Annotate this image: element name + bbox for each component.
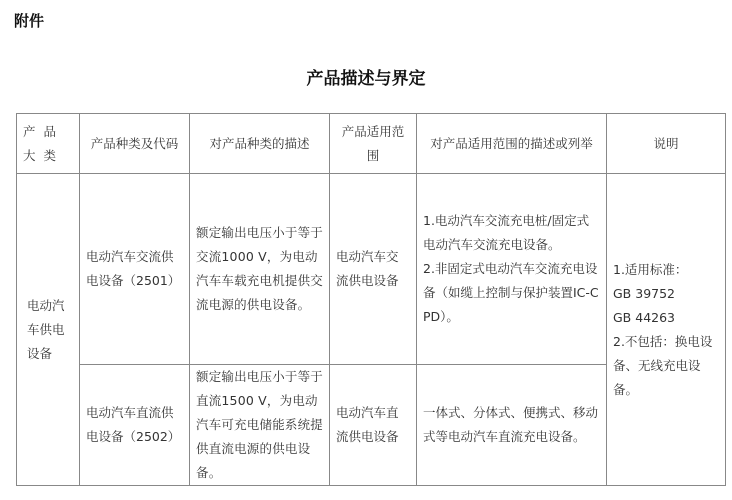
notes-line: 2.不包括：换电设备、无线充电设备。 <box>613 333 713 397</box>
column-header-type-description: 对产品种类的描述 <box>190 114 330 174</box>
type-description-ac: 额定输出电压小于等于交流1000 V，为电动汽车车载充电机提供交流电源的供电设备。 <box>190 174 330 365</box>
table-row <box>17 174 726 365</box>
category-cell: 电动汽车供电设备 <box>17 174 80 486</box>
column-header-notes: 说明 <box>607 114 726 174</box>
notes-line: 1.适用标准： <box>613 261 688 277</box>
scope-list-dc <box>417 365 607 486</box>
product-table <box>16 113 726 486</box>
column-header-scope: 产品适用范围 <box>330 114 417 174</box>
scope-list-ac <box>417 174 607 365</box>
table-header-row <box>17 114 726 174</box>
scope-item: 2.非固定式电动汽车交流充电设备（如缆上控制与保护装置IC-CPD）。 <box>423 261 599 324</box>
scope-item: 1.电动汽车交流充电桩/固定式电动汽车交流充电设备。 <box>423 213 590 252</box>
notes-cell <box>607 174 726 486</box>
notes-line: GB 39752 <box>613 285 675 301</box>
scope-cell-ac: 电动汽车交流供电设备 <box>330 174 417 365</box>
notes-line: GB 44263 <box>613 309 675 325</box>
column-header-type: 产品种类及代码 <box>80 114 190 174</box>
scope-cell-dc: 电动汽车直流供电设备 <box>330 365 417 486</box>
page-title: 产品描述与界定 <box>306 69 426 89</box>
type-cell-ac: 电动汽车交流供电设备（2501） <box>80 174 190 365</box>
attachment-label: 附件 <box>14 12 45 30</box>
column-header-category: 产品大类 <box>17 114 80 174</box>
column-header-scope-description: 对产品适用范围的描述或列举 <box>417 114 607 174</box>
type-description-dc: 额定输出电压小于等于直流1500 V，为电动汽车可充电储能系统提供直流电源的供电设备。 <box>190 365 330 486</box>
scope-item: 一体式、分体式、便携式、移动式等电动汽车直流充电设备。 <box>423 405 599 444</box>
type-cell-dc: 电动汽车直流供电设备（2502） <box>80 365 190 486</box>
